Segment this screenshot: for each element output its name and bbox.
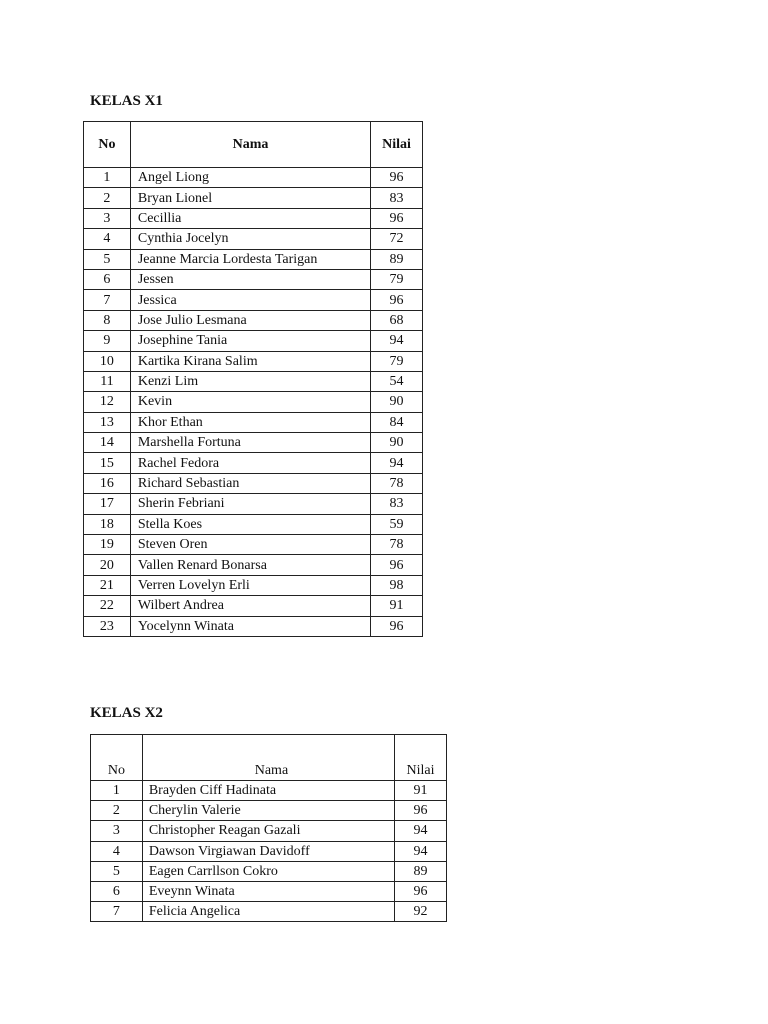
- student-score: 89: [371, 249, 423, 269]
- student-name: Steven Oren: [130, 535, 370, 555]
- student-name: Vallen Renard Bonarsa: [130, 555, 370, 575]
- table-row: [84, 351, 423, 371]
- row-number: 7: [84, 290, 131, 310]
- table-row: [84, 392, 423, 412]
- student-score: 96: [371, 555, 423, 575]
- student-name: Dawson Virgiawan Davidoff: [142, 841, 394, 861]
- row-number: 2: [84, 188, 131, 208]
- section-title-kelas-x2: KELAS X2: [90, 705, 163, 721]
- student-name: Josephine Tania: [130, 331, 370, 351]
- row-number: 6: [84, 269, 131, 289]
- student-name: Cecillia: [130, 208, 370, 228]
- student-score: 68: [371, 310, 423, 330]
- section-title-kelas-x1: KELAS X1: [90, 93, 163, 109]
- student-score: 94: [395, 841, 447, 861]
- student-name: Felicia Angelica: [142, 902, 394, 922]
- table-row: [84, 331, 423, 351]
- grades-table-kelas-x2: [90, 734, 447, 922]
- column-header-score: Nilai: [395, 735, 447, 781]
- row-number: 20: [84, 555, 131, 575]
- student-score: 84: [371, 412, 423, 432]
- student-score: 79: [371, 269, 423, 289]
- table-row: [84, 535, 423, 555]
- table-row: [84, 168, 423, 188]
- row-number: 5: [91, 861, 143, 881]
- student-score: 92: [395, 902, 447, 922]
- student-score: 90: [371, 433, 423, 453]
- student-score: 94: [371, 453, 423, 473]
- row-number: 13: [84, 412, 131, 432]
- student-score: 96: [395, 801, 447, 821]
- row-number: 10: [84, 351, 131, 371]
- student-score: 96: [371, 208, 423, 228]
- student-name: Kenzi Lim: [130, 371, 370, 391]
- student-score: 89: [395, 861, 447, 881]
- student-name: Angel Liong: [130, 168, 370, 188]
- student-score: 94: [395, 821, 447, 841]
- student-name: Eveynn Winata: [142, 881, 394, 901]
- student-name: Kevin: [130, 392, 370, 412]
- column-header-no: No: [84, 122, 131, 168]
- row-number: 6: [91, 881, 143, 901]
- student-score: 94: [371, 331, 423, 351]
- column-header-score: Nilai: [371, 122, 423, 168]
- row-number: 12: [84, 392, 131, 412]
- row-number: 5: [84, 249, 131, 269]
- grades-table-kelas-x1: [83, 121, 423, 637]
- student-name: Eagen Carrllson Cokro: [142, 861, 394, 881]
- table-row: [84, 555, 423, 575]
- row-number: 3: [84, 208, 131, 228]
- row-number: 4: [84, 229, 131, 249]
- student-name: Richard Sebastian: [130, 473, 370, 493]
- student-name: Jessica: [130, 290, 370, 310]
- student-score: 96: [371, 168, 423, 188]
- student-score: 72: [371, 229, 423, 249]
- table-row: [84, 433, 423, 453]
- student-name: Cherylin Valerie: [142, 801, 394, 821]
- row-number: 15: [84, 453, 131, 473]
- student-name: Cynthia Jocelyn: [130, 229, 370, 249]
- column-header-no: No: [91, 735, 143, 781]
- table-row: [84, 310, 423, 330]
- table-row: [91, 781, 447, 801]
- student-name: Christopher Reagan Gazali: [142, 821, 394, 841]
- student-score: 98: [371, 575, 423, 595]
- student-name: Wilbert Andrea: [130, 596, 370, 616]
- table-row: [84, 249, 423, 269]
- row-number: 23: [84, 616, 131, 636]
- student-score: 90: [371, 392, 423, 412]
- row-number: 14: [84, 433, 131, 453]
- student-name: Rachel Fedora: [130, 453, 370, 473]
- table-row: [91, 861, 447, 881]
- table-header-row: [84, 122, 423, 168]
- student-name: Kartika Kirana Salim: [130, 351, 370, 371]
- table-row: [84, 575, 423, 595]
- table-header-row: [91, 735, 447, 781]
- student-score: 96: [395, 881, 447, 901]
- row-number: 3: [91, 821, 143, 841]
- table-row: [84, 494, 423, 514]
- row-number: 1: [91, 781, 143, 801]
- column-header-name: Nama: [130, 122, 370, 168]
- table-row: [84, 229, 423, 249]
- table-row: [84, 616, 423, 636]
- table-row: [84, 514, 423, 534]
- student-score: 78: [371, 535, 423, 555]
- row-number: 11: [84, 371, 131, 391]
- student-score: 79: [371, 351, 423, 371]
- row-number: 21: [84, 575, 131, 595]
- row-number: 1: [84, 168, 131, 188]
- student-score: 83: [371, 494, 423, 514]
- column-header-name: Nama: [142, 735, 394, 781]
- student-name: Marshella Fortuna: [130, 433, 370, 453]
- student-score: 96: [371, 616, 423, 636]
- table-row: [84, 290, 423, 310]
- table-row: [84, 412, 423, 432]
- row-number: 22: [84, 596, 131, 616]
- row-number: 4: [91, 841, 143, 861]
- table-row: [84, 269, 423, 289]
- table-row: [91, 902, 447, 922]
- student-name: Khor Ethan: [130, 412, 370, 432]
- student-score: 83: [371, 188, 423, 208]
- table-row: [91, 821, 447, 841]
- student-score: 59: [371, 514, 423, 534]
- student-name: Jose Julio Lesmana: [130, 310, 370, 330]
- table-row: [91, 841, 447, 861]
- row-number: 7: [91, 902, 143, 922]
- table-row: [91, 881, 447, 901]
- student-name: Verren Lovelyn Erli: [130, 575, 370, 595]
- student-score: 91: [395, 781, 447, 801]
- student-name: Stella Koes: [130, 514, 370, 534]
- row-number: 8: [84, 310, 131, 330]
- row-number: 2: [91, 801, 143, 821]
- student-name: Jessen: [130, 269, 370, 289]
- student-score: 54: [371, 371, 423, 391]
- student-name: Jeanne Marcia Lordesta Tarigan: [130, 249, 370, 269]
- row-number: 18: [84, 514, 131, 534]
- row-number: 9: [84, 331, 131, 351]
- table-row: [84, 473, 423, 493]
- table-row: [84, 596, 423, 616]
- table-row: [84, 453, 423, 473]
- student-score: 78: [371, 473, 423, 493]
- student-name: Bryan Lionel: [130, 188, 370, 208]
- table-row: [91, 801, 447, 821]
- student-score: 96: [371, 290, 423, 310]
- row-number: 16: [84, 473, 131, 493]
- student-name: Brayden Ciff Hadinata: [142, 781, 394, 801]
- student-name: Yocelynn Winata: [130, 616, 370, 636]
- student-score: 91: [371, 596, 423, 616]
- table-row: [84, 208, 423, 228]
- row-number: 17: [84, 494, 131, 514]
- table-row: [84, 371, 423, 391]
- table-row: [84, 188, 423, 208]
- student-name: Sherin Febriani: [130, 494, 370, 514]
- row-number: 19: [84, 535, 131, 555]
